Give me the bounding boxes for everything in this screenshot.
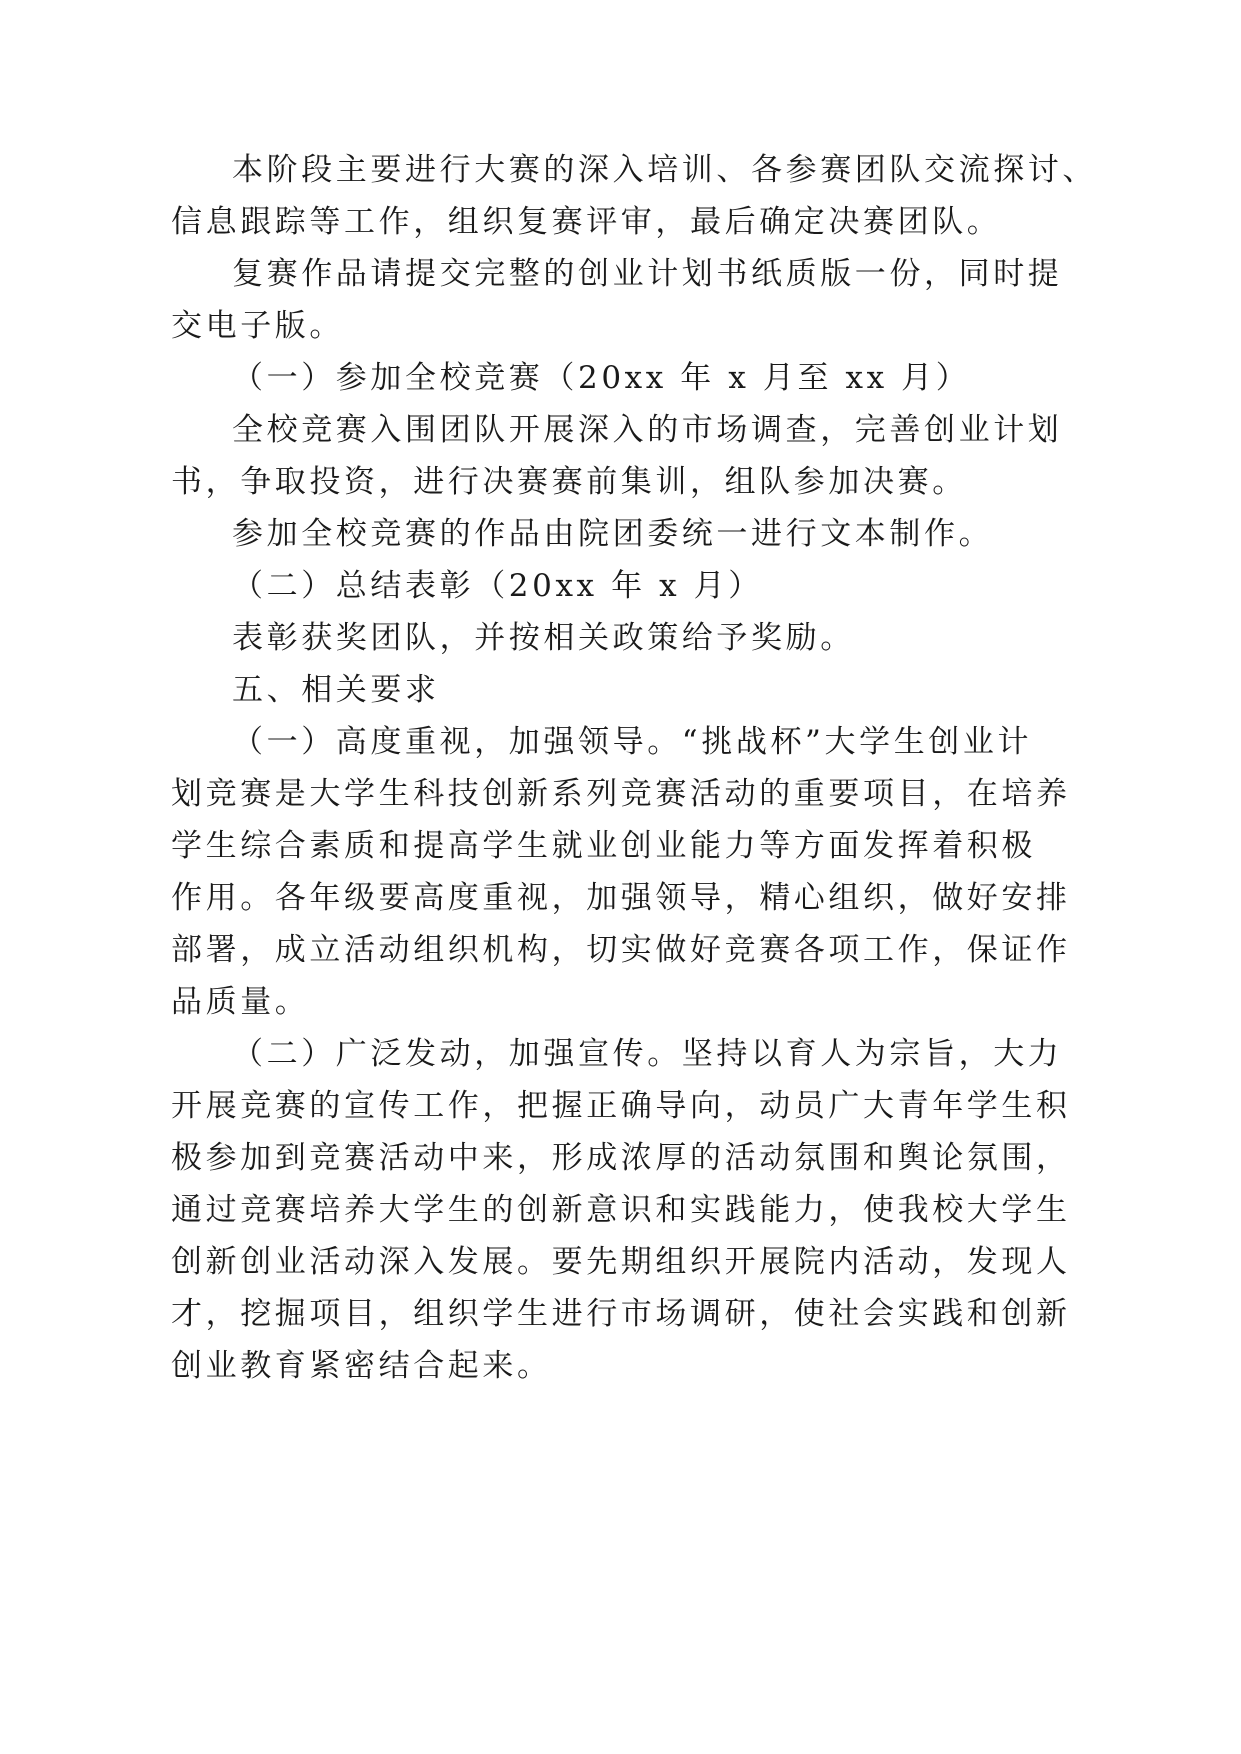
section-heading: （一）参加全校竞赛（20xx 年 x 月至 xx 月） (232, 360, 971, 396)
paragraph-line: 划竞赛是大学生科技创新系列竞赛活动的重要项目，在培养 (171, 776, 1071, 812)
paragraph-line: 才，挖掘项目，组织学生进行市场调研，使社会实践和创新 (171, 1296, 1071, 1332)
paragraph-line: 表彰获奖团队，并按相关政策给予奖励。 (232, 620, 855, 656)
paragraph-line: 创新创业活动深入发展。要先期组织开展院内活动，发现人 (171, 1244, 1071, 1280)
paragraph-line: 部署，成立活动组织机构，切实做好竞赛各项工作，保证作 (171, 932, 1071, 968)
paragraph-line: 信息跟踪等工作，组织复赛评审，最后确定决赛团队。 (171, 204, 1002, 240)
paragraph-line: 交电子版。 (171, 308, 344, 344)
paragraph-line: 极参加到竞赛活动中来，形成浓厚的活动氛围和舆论氛围， (171, 1140, 1071, 1176)
paragraph-line: 创业教育紧密结合起来。 (171, 1348, 552, 1384)
section-heading: （二）总结表彰（20xx 年 x 月） (232, 568, 763, 604)
paragraph-line: 全校竞赛入围团队开展深入的市场调查，完善创业计划 (232, 412, 1063, 448)
paragraph-line: 参加全校竞赛的作品由院团委统一进行文本制作。 (232, 516, 994, 552)
paragraph-line: 开展竞赛的宣传工作，把握正确导向，动员广大青年学生积 (171, 1088, 1071, 1124)
paragraph-line: 书，争取投资，进行决赛赛前集训，组队参加决赛。 (171, 464, 967, 500)
paragraph-line: 作用。各年级要高度重视，加强领导，精心组织，做好安排 (171, 880, 1071, 916)
paragraph-line: 复赛作品请提交完整的创业计划书纸质版一份，同时提 (232, 256, 1063, 292)
paragraph-line: 品质量。 (171, 984, 310, 1020)
paragraph-line: （一）高度重视，加强领导。“挑战杯”大学生创业计 (232, 724, 1033, 760)
paragraph-line: 通过竞赛培养大学生的创新意识和实践能力，使我校大学生 (171, 1192, 1071, 1228)
section-heading: 五、相关要求 (232, 672, 440, 708)
paragraph-line: （二）广泛发动，加强宣传。坚持以育人为宗旨，大力 (232, 1036, 1063, 1072)
paragraph-line: 本阶段主要进行大赛的深入培训、各参赛团队交流探讨、 (232, 152, 1097, 188)
paragraph-line: 学生综合素质和提高学生就业创业能力等方面发挥着积极 (171, 828, 1036, 864)
